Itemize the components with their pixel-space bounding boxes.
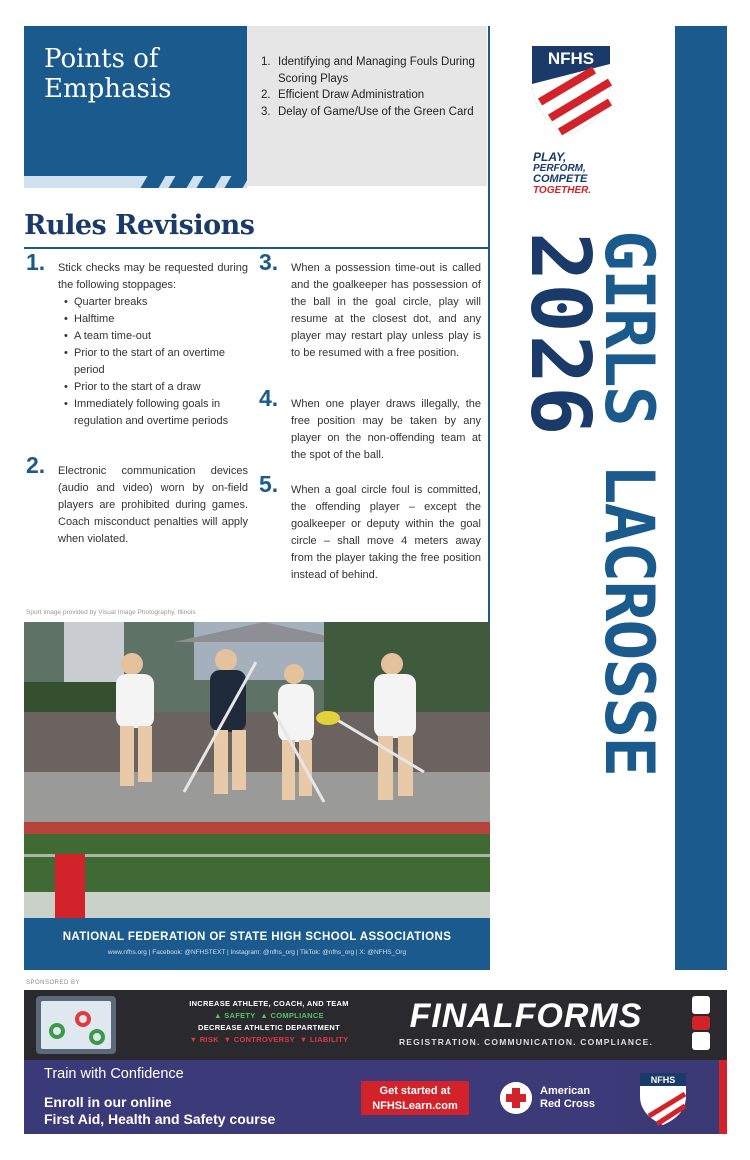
points-of-emphasis-list-panel: [247, 26, 487, 186]
points-of-emphasis-title: [44, 44, 172, 104]
tagline-word: TOGETHER.: [533, 185, 592, 196]
nfhs-shield-logo: [530, 44, 612, 136]
decorative-side-bar: [675, 26, 727, 970]
ad-benefit: ▲ COMPLIANCE: [260, 1011, 324, 1020]
rule-number: 5.: [259, 471, 279, 497]
rule-1: [26, 249, 248, 430]
rule-number: 1.: [26, 249, 46, 275]
red-cross-icon: [500, 1082, 532, 1114]
ad-accent-bar: [719, 1060, 727, 1134]
rule-4: [259, 385, 481, 464]
cta-link: NFHSLearn.com: [372, 1100, 458, 1112]
lacrosse-action-photo: [24, 622, 490, 918]
poster-sport: GIRLS LACROSSE: [589, 230, 668, 776]
poe-item: [261, 54, 475, 87]
ad-benefit: ▼ RISK: [189, 1035, 219, 1044]
stoppage-list: [64, 294, 248, 430]
poster-year: 2026: [512, 232, 607, 438]
list-item: • Quarter breaks: [64, 294, 248, 311]
rule-text: Electronic communication devices (audio and video) worn by on-field players are prohibited during games. Coach misconduct penalties will apply when violated.: [58, 465, 248, 545]
poe-item-text: Delay of Game/Use of the Green Card: [278, 105, 474, 118]
rule-5: [259, 471, 481, 584]
finalforms-ad[interactable]: [24, 990, 727, 1060]
column-divider: [488, 26, 490, 622]
poe-item: [261, 87, 475, 104]
red-cross-name: [540, 1085, 595, 1111]
poe-title-line1: Points of: [44, 44, 159, 74]
partner-line: American: [540, 1085, 591, 1097]
poe-title-line2: Emphasis: [44, 74, 172, 104]
nfhs-logo-text: NFHS: [547, 49, 595, 68]
sponsored-by-label: SPONSORED BY: [26, 980, 81, 986]
rule-number: 3.: [259, 249, 279, 275]
list-item: • Immediately following goals in regulation and overtime periods: [64, 396, 248, 430]
partner-line: Red Cross: [540, 1098, 596, 1110]
finalforms-tagline: REGISTRATION. COMMUNICATION. COMPLIANCE.: [398, 1037, 654, 1047]
federation-name: NATIONAL FEDERATION OF STATE HIGH SCHOOL ASSOCIATIONS: [62, 931, 452, 943]
poe-item-text: Efficient Draw Administration: [278, 89, 425, 101]
rule-2: [26, 452, 248, 548]
rule-text: When one player draws illegally, the free position may be taken by any player on the non-offending team at the spot of the ball.: [291, 398, 481, 461]
points-of-emphasis-header: [24, 26, 247, 176]
tagline-word: PERFORM,: [533, 163, 586, 174]
ad-headline: First Aid, Health and Safety course: [44, 1111, 276, 1127]
rule-text: When a goal circle foul is committed, the offending player – except the goalkeeper or deputy within the goal circle – shall move 4 meters away from the player taking the free position instead of behind.: [291, 484, 481, 581]
rule-number: 4.: [259, 385, 279, 411]
nfhs-shield-icon: [639, 1072, 687, 1126]
get-started-button[interactable]: [361, 1081, 469, 1115]
photo-credit: Sport image provided by Visual Image Photography, Illinois: [26, 609, 196, 616]
list-item: • Halftime: [64, 311, 248, 328]
rule-text: Stick checks may be requested during the following stoppages:: [58, 262, 248, 291]
ad-line: DECREASE ATHLETIC DEPARTMENT: [197, 1023, 340, 1032]
course-ad[interactable]: [24, 1060, 727, 1134]
rules-revisions-heading: Rules Revisions: [24, 210, 255, 241]
brand-tagline: [533, 152, 643, 196]
federation-footer: [24, 918, 490, 970]
poe-item-number: 3.: [261, 105, 271, 118]
cta-line: Get started at: [379, 1085, 451, 1097]
ad-line: INCREASE ATHLETE, COACH, AND TEAM: [189, 999, 349, 1008]
ad-benefit: ▼ LIABILITY: [299, 1035, 349, 1044]
rule-number: 2.: [26, 452, 46, 478]
rule-text: When a possession time-out is called and the goalkeeper has possession of the ball in the goal circle, play will resume at the closest dot, and any player may restart play unless play is to be resumed with a free position.: [291, 262, 481, 359]
ad-benefit: ▲ SAFETY: [214, 1011, 256, 1020]
poe-item-number: 1.: [261, 56, 271, 68]
rule-3: [259, 249, 481, 362]
tagline-word: PLAY,: [533, 150, 567, 164]
points-of-emphasis-list: [261, 54, 475, 120]
list-item: • Prior to the start of an overtime period: [64, 345, 248, 379]
ad-benefits: [154, 998, 384, 1046]
tagline-word: COMPETE: [533, 173, 588, 185]
partner-badges: [692, 996, 714, 1054]
poe-item-number: 2.: [261, 89, 271, 101]
social-links: www.nfhs.org | Facebook: @NFHSTEXT | Instagram: @nfhs_org | TikTok: @nfhs_org | X: @NFHS_Org: [107, 949, 407, 956]
tablet-icon: [36, 996, 116, 1054]
decorative-stripe: [24, 176, 247, 188]
poe-item: [261, 104, 475, 121]
list-item: • A team time-out: [64, 328, 248, 345]
poster-title: [508, 230, 668, 870]
finalforms-logo: FINALFORMS: [409, 997, 643, 1035]
ad-benefit: ▼ CONTROVERSY: [223, 1035, 295, 1044]
nfhs-icon-text: NFHS: [650, 1075, 676, 1085]
ad-headline: Enroll in our online: [44, 1094, 172, 1110]
ad-kicker: Train with Confidence: [44, 1066, 184, 1082]
poe-item-text: Identifying and Managing Fouls During Scoring Plays: [278, 56, 475, 85]
list-item: • Prior to the start of a draw: [64, 379, 248, 396]
heading-divider: [24, 247, 490, 249]
